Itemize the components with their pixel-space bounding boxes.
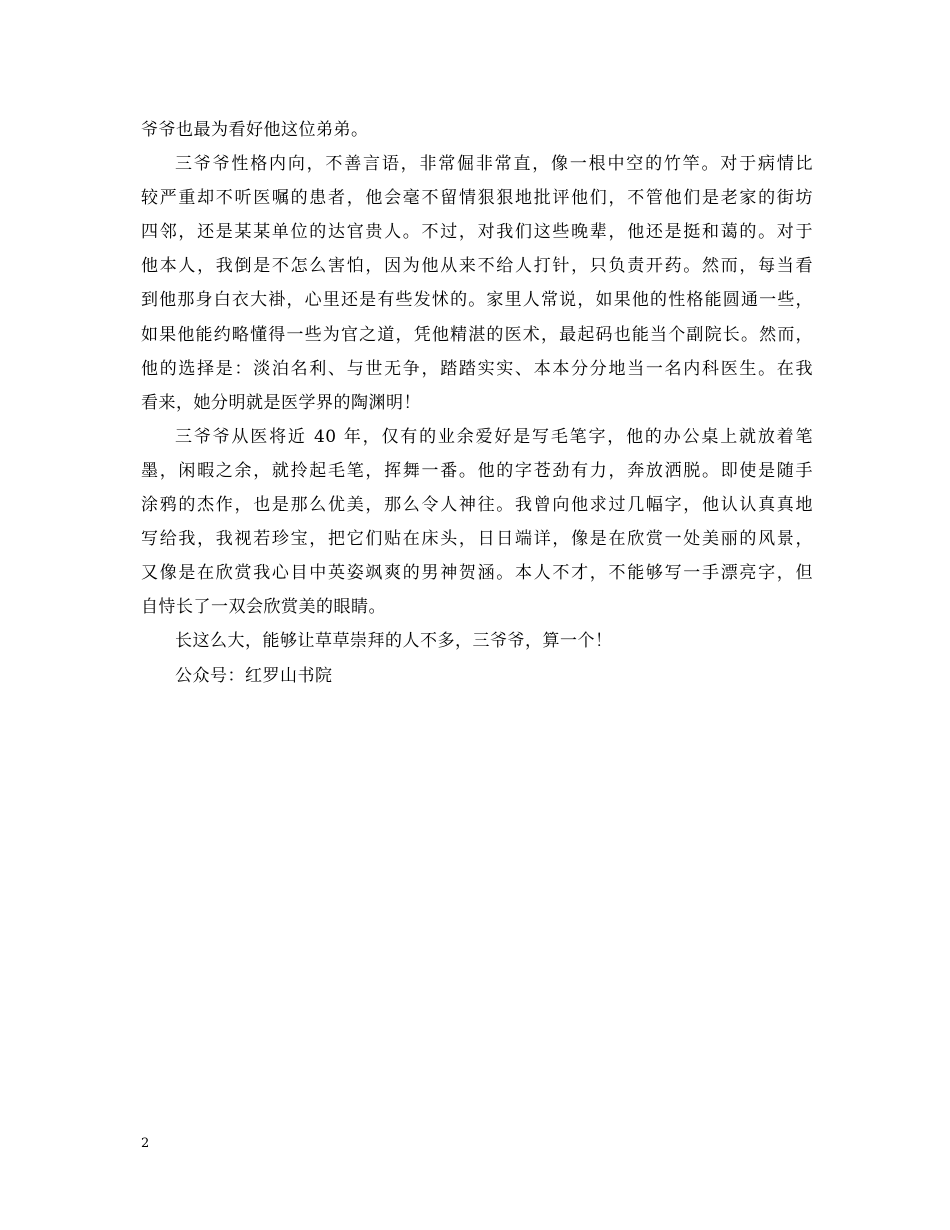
text-line: 三爷爷性格内向，不善言语，非常倔非常直，像一根中空的竹竿。对于病情比 [175,154,813,175]
body-text [141,113,813,693]
text-line: 三爷爷从医将近 40 年，仅有的业余爱好是写毛笔字，他的办公桌上就放着笔 [175,426,813,447]
text-line: 又像是在欣赏我心目中英姿飒爽的男神贺涵。本人不才，不能够写一手漂亮字，但 [141,563,813,584]
text-line: 墨，闲暇之余，就拎起毛笔，挥舞一番。他的字苍劲有力，奔放洒脱。即使是随手 [141,460,813,481]
text-line: 到他那身白衣大褂，心里还是有些发怵的。家里人常说，如果他的性格能圆通一些， [141,290,813,311]
text-line: 他本人，我倒是不怎么害怕，因为他从来不给人打针，只负责开药。然而，每当看 [141,256,813,277]
text-line: 涂鸦的杰作，也是那么优美，那么令人神往。我曾向他求过几幅字，他认认真真地 [141,495,813,516]
page-number: 2 [141,1136,150,1151]
text-line: 长这么大，能够让草草崇拜的人不多，三爷爷，算一个！ [175,631,613,652]
text-line: 自恃长了一双会欣赏美的眼睛。 [141,597,386,618]
text-line: 四邻，还是某某单位的达官贵人。不过，对我们这些晚辈，他还是挺和蔼的。对于 [141,222,813,243]
text-line: 爷爷也最为看好他这位弟弟。 [141,120,369,140]
text-line: 如果他能约略懂得一些为官之道，凭他精湛的医术，最起码也能当个副院长。然而， [141,324,813,345]
text-line: 较严重却不听医嘱的患者，他会毫不留情狠狠地批评他们，不管他们是老家的街坊 [141,188,813,209]
text-line: 公众号：红罗山书院 [175,665,333,686]
text-line: 看来，她分明就是医学界的陶渊明！ [141,392,421,413]
text-line: 他的选择是：淡泊名利、与世无争，踏踏实实、本本分分地当一名内科医生。在我 [141,358,813,379]
text-line: 写给我，我视若珍宝，把它们贴在床头，日日端详，像是在欣赏一处美丽的风景， [141,529,813,550]
